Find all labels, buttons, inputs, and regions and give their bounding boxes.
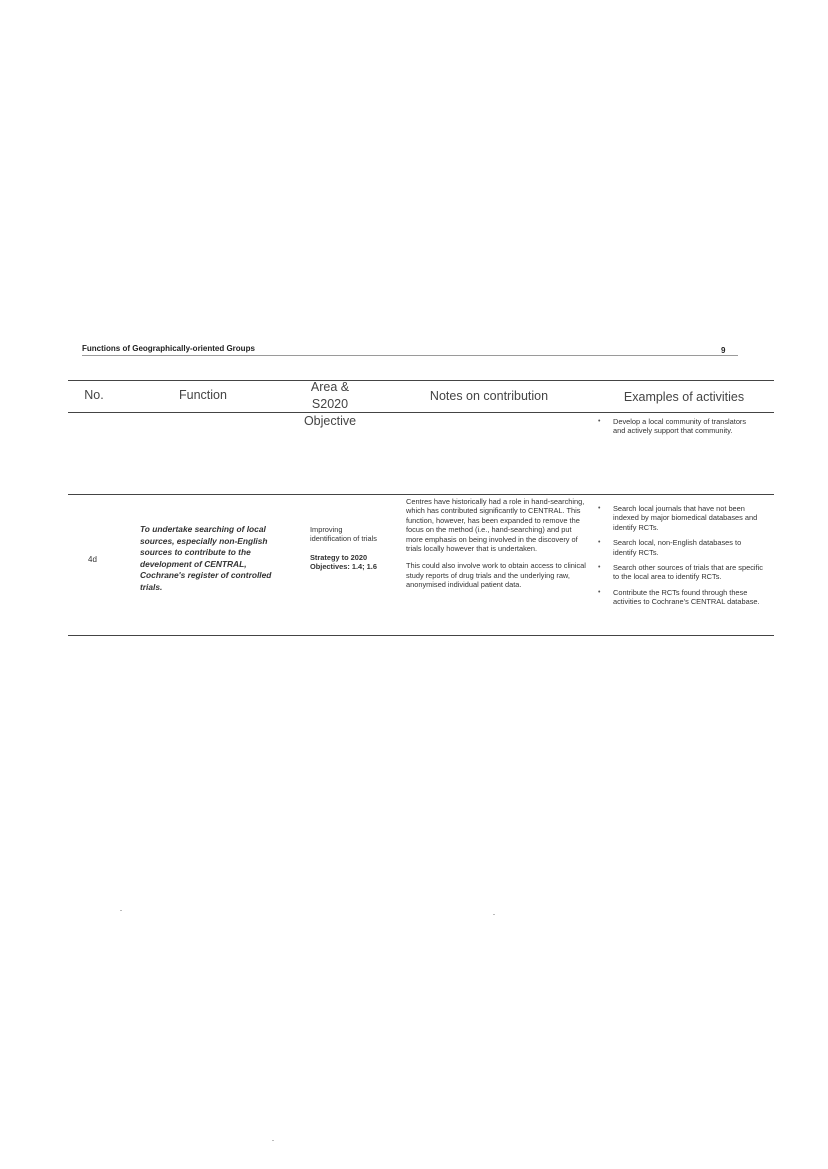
scan-speck: [120, 910, 122, 911]
header-bottom-rule: [68, 412, 774, 413]
list-item: • Search local journals that have not been indexed by major biomedical databases and identify RCTs.: [597, 504, 763, 532]
notes-cell: [406, 497, 590, 590]
column-header-area: [292, 379, 368, 430]
list-item: • Develop a local community of translators and actively support that community.: [597, 417, 757, 436]
running-header-title: Functions of Geographically-oriented Groups: [82, 344, 255, 353]
row-number: 4d: [88, 555, 97, 564]
column-header-examples: Examples of activities: [623, 390, 745, 404]
row-separator-rule: [68, 494, 774, 495]
examples-cell: [597, 504, 763, 607]
header-rule: [82, 355, 738, 356]
page-number: 9: [721, 346, 726, 355]
scan-speck: [493, 914, 495, 915]
notes-paragraph-1: Centres have historically had a role in hand-searching, which has contributed significantly to CENTRAL. This function, however, has been expanded to remove the focus on the method (i.e., hand-searching) and put more emphasis on being involved in the discovery of trials locally however that is undertaken.: [406, 497, 585, 554]
notes-paragraph-2: This could also involve work to obtain access to clinical study reports of drug trials and the underlying raw, anonymised individual patient data.: [406, 561, 586, 590]
continued-examples-cell: [597, 417, 757, 436]
table-top-rule: [68, 380, 774, 381]
scan-speck: [272, 1140, 274, 1141]
table-bottom-rule: [68, 635, 774, 636]
column-header-notes: Notes on contribution: [429, 389, 549, 403]
column-header-function: Function: [179, 388, 227, 402]
area-cell: [310, 525, 384, 572]
area-label: Improving identification of trials: [310, 525, 377, 544]
list-item: • Search other sources of trials that are specific to the local area to identify RCTs.: [597, 563, 763, 582]
column-header-area-text: Area & S2020 Objective: [303, 380, 357, 428]
function-cell: To undertake searching of local sources, especially non-English sources to contribute to the development of CENTRAL, Cochrane's register of controlled trials.: [140, 524, 272, 592]
objective-label: Strategy to 2020 Objectives: 1.4; 1.6: [310, 552, 377, 572]
list-item: • Contribute the RCTs found through these activities to Cochrane's CENTRAL database.: [597, 588, 763, 607]
column-header-no: No.: [84, 388, 104, 402]
list-item: • Search local, non-English databases to identify RCTs.: [597, 538, 763, 557]
